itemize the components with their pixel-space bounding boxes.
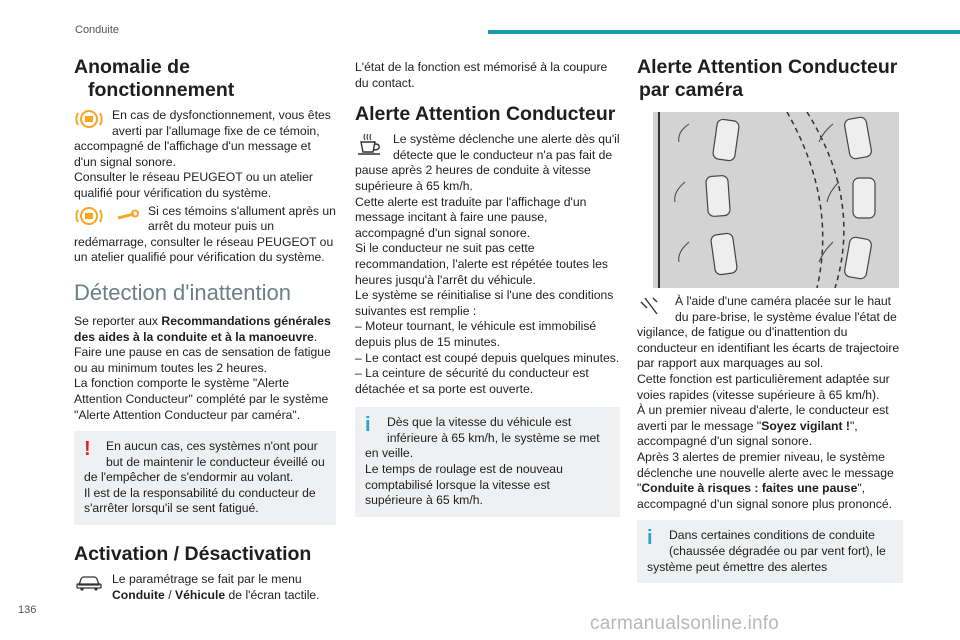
para-voies-rapides: Cette fonction est particulièrement adaptée sur voies rapides (vitesse supérieure à 65 km/h). <box>637 371 890 402</box>
para-traduite: Cette alerte est traduite par l'affichage d'un message incitant à faire une pause, accompagné d'un signal sonore. <box>355 194 587 240</box>
para-parametrage: Le paramétrage se fait par le menu Conduite / Véhicule de l'écran tactile. <box>74 572 336 603</box>
exclamation-icon: ! <box>84 438 91 461</box>
title-alerte-conducteur: Alerte Attention Conducteur <box>355 103 616 126</box>
camera-lane-icon <box>637 294 667 321</box>
lane-drift-illustration <box>637 112 899 288</box>
para-recommandations: Se reporter aux Recommandations générales des aides à la conduite et à la manoeuvre. <box>74 313 331 344</box>
para-fonction: La fonction comporte le système "Alerte Attention Conducteur" complété par le système "Alerte Attention Conducteur par caméra". <box>74 376 329 422</box>
section-title-detection: Détection d'inattention <box>74 279 292 305</box>
para-premier-niveau: À un premier niveau d'alerte, le conducteur est averti par le message "Soyez vigilant !", accompagné d'un signal sonore. <box>637 403 889 449</box>
header-accent-bar <box>488 30 960 34</box>
para-repetee: Si le conducteur ne suit pas cette recommandation, l'alerte est répétée toutes les heures jusqu'à l'arrêt du véhicule. <box>355 241 608 287</box>
list-item-moteur: – Moteur tournant, le véhicule est immobilisé depuis plus de 15 minutes. <box>355 319 597 349</box>
info-note-conditions: i Dans certaines conditions de conduite (chaussée dégradée ou par vent fort), le système peut émettre des alertes <box>637 520 903 583</box>
title-anomalie: Anomalie de fonctionnement <box>74 56 235 101</box>
list-item-ceinture: – La ceinture de sécurité du conducteur est détachée et sa porte est ouverte. <box>355 366 589 396</box>
car-settings-icon <box>74 572 104 597</box>
para-declenche: Le système déclenche une alerte dès qu'il détecte que le conducteur n'a pas fait de pause après 2 heures de conduite à vitesse supérieure à 65 km/h. <box>355 132 620 193</box>
title-activation: Activation / Désactivation <box>74 543 312 566</box>
column-1 <box>74 56 336 603</box>
para-dysfonctionnement: En cas de dysfonctionnement, vous êtes averti par l'allumage fixe de ce témoin, accompagné de l'affichage d'un message et d'un signal sonore. <box>74 108 331 169</box>
column-3 <box>637 56 903 591</box>
page-number: 136 <box>18 604 37 616</box>
para-consulter: Consulter le réseau PEUGEOT ou un atelier qualifié pour vérification du système. <box>74 170 313 200</box>
warning-note: ! En aucun cas, ces systèmes n'ont pour but de maintenir le conducteur éveillé ou de l'empêcher de s'endormir au volant. Il est de la responsabilité du conducteur de s'arrêter lorsqu'il se sent fatigué. <box>74 431 336 525</box>
service-lamp-icon <box>74 108 104 135</box>
para-memorise: L'état de la fonction est mémorisé à la coupure du contact. <box>355 60 608 90</box>
title-alerte-camera: Alerte Attention Conducteur par caméra <box>637 56 898 101</box>
para-pause: Faire une pause en cas de sensation de fatigue ou au minimum toutes les 2 heures. <box>74 345 331 375</box>
column-2 <box>355 60 620 525</box>
para-reinitialise: Le système se réinitialise si l'une des conditions suivantes est remplie : <box>355 288 614 318</box>
info-note-veille: i Dès que la vitesse du véhicule est inférieure à 65 km/h, le système se met en veille. Le temps de roulage est de nouveau comptabilisé lorsque la vitesse est supérieure à 65 km/h. <box>355 407 620 517</box>
running-header: Conduite <box>75 24 120 36</box>
warning-lamps-icon <box>74 204 140 233</box>
info-icon: i <box>365 414 371 437</box>
para-temoins: Si ces témoins s'allument après un arrêt du moteur puis un redémarrage, consulter le réseau PEUGEOT ou un atelier qualifié pour vérification du système. <box>74 203 336 265</box>
para-trois-alertes: Après 3 alertes de premier niveau, le système déclenche une nouvelle alerte avec le message "Conduite à risques : faites une pause", accompagné d'un signal sonore plus prononcé. <box>637 449 894 511</box>
para-camera: À l'aide d'une caméra placée sur le haut du pare-brise, le système évalue l'état de vigilance, de fatigue ou d'inattention du conducteur en identifiant les écarts de trajectoire par rapport aux marquages au sol. <box>637 294 900 371</box>
list-item-contact: – Le contact est coupé depuis quelques minutes. <box>355 350 620 365</box>
info-icon: i <box>647 527 653 550</box>
watermark: carmanualsonline.info <box>590 613 780 634</box>
coffee-cup-icon <box>355 132 385 161</box>
